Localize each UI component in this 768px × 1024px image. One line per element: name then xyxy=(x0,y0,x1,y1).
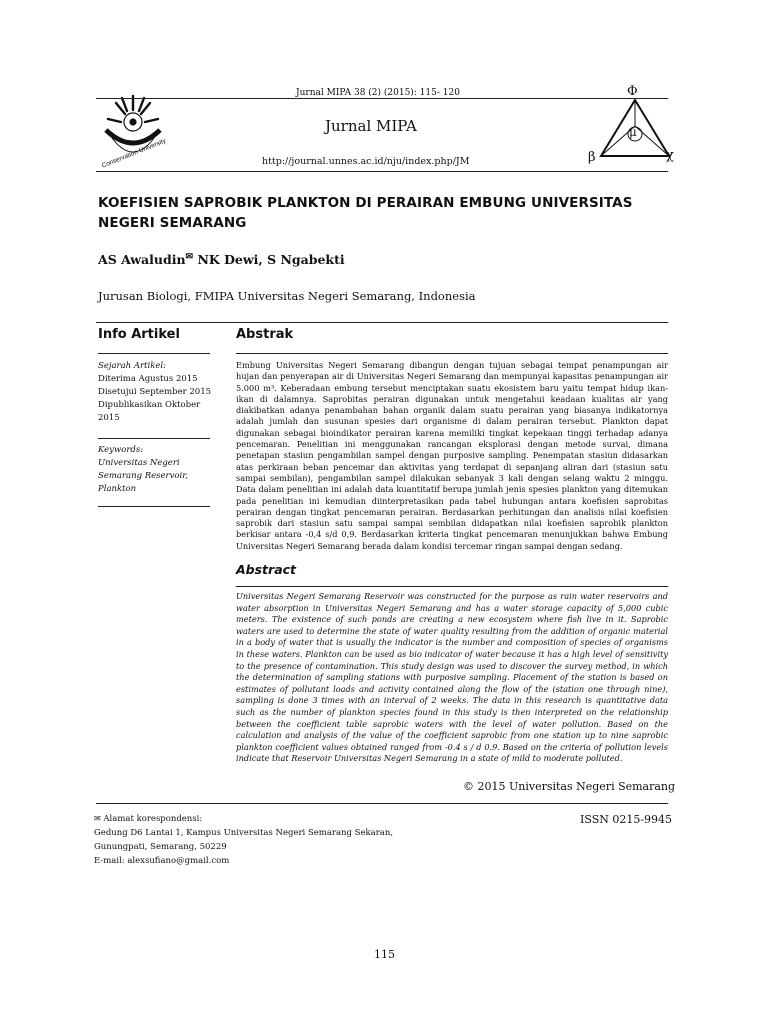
header-top-rule xyxy=(96,98,668,99)
keywords xyxy=(98,444,218,496)
address-line: Gunungpati, Semarang, 50229 xyxy=(94,842,227,852)
abstrak-rule xyxy=(236,353,668,354)
issn: ISSN 0215-9945 xyxy=(580,813,673,826)
journal-reference: Jurnal MIPA 38 (2) (2015): 115- 120 xyxy=(296,88,460,98)
email-line: E-mail: alexsufiano@gmail.com xyxy=(94,856,230,866)
abstrak-heading: Abstrak xyxy=(236,327,294,342)
journal-logo xyxy=(588,84,678,168)
info-rule-2 xyxy=(98,438,210,439)
abstract-heading: Abstract xyxy=(236,562,297,577)
journal-name: Jurnal MIPA xyxy=(325,117,417,135)
received-date: Diterima Agustus 2015 xyxy=(98,374,198,384)
abstrak-text: Embung Universitas Negeri Semarang dibangun dengan tujuan sebagai tempat penampungan air hujan dan penyerapan air di Universitas Negeri Semarang dan mempunyai kapasitas penampungan air 5.000 m³. Keberadaan embung tersebut menciptakan suatu ekosistem baru yaitu tempat hidup ikan-ikan di dalamnya. Saprobitas perairan digunakan untuk mengetahui keadaan kualitas air yang diakibatkan adanya penambahan bahan organik dalam suatu perairan yang biasanya indikatornya adalah jumlah dan susunan spesies dari organisme di dalam perairan tersebut. Plankton dapat digunakan sebagai bioindikator perairan karena memiliki tingkat kepekaan tinggi terhadap adanya pencemaran. Penelitian ini menggunakan rancangan eksplorasi dengan metode survai, dimana penetapan stasiun pengambilan sampel dengan purposive sampling. Penempatan stasiun didasarkan atas perkiraan beban pencemar dan aktivitas yang terdapat di sepanjang aliran dari (stasiun satu sampai sembilan), pengambilan sampel dilakukan sebanyak 3 kali dengan selang waktu 2 minggu. Data dalam penelitian ini adalah data kuantitatif berupa jumlah jenis spesies plankton yang ditemukan pada penelitian ini kemudian diinterpretasikan pada tabel hubungan antara koefisien saprobitas perairan dengan tingkat pencemaran perairan. Berdasarkan perhitungan dan analisis nilai koefisien saprobik dari stasiun satu sampai sampai sembilan didapatkan nilai koefisien saprobik plankton berkisar antara -0,4 s/d 0,9. Berdasarkan kriteria tingkat pencemaran menunjukkan bahwa Embung Universitas Negeri Semarang berada dalam kondisi tercemar ringan sampai dengan sedang. xyxy=(236,360,668,551)
page-number: 115 xyxy=(374,948,395,961)
correspondence xyxy=(94,812,454,868)
keyword-item: Semarang Reservoir, xyxy=(98,471,189,481)
authors xyxy=(98,252,345,267)
abstract-rule xyxy=(236,586,668,587)
published-date: Dipublikasikan Oktober 2015 xyxy=(98,400,201,423)
beta-symbol: β xyxy=(588,150,596,165)
history-label: Sejarah Artikel: xyxy=(98,361,166,371)
keyword-item: Universitas Negeri xyxy=(98,458,180,468)
info-artikel-heading: Info Artikel xyxy=(98,327,180,342)
abstract-text: Universitas Negeri Semarang Reservoir was constructed for the purpose as rain water reservoirs and water absorption in Universitas Negeri Semarang and has a water storage capacity of 5,000 cubic meters. The existence of such ponds are creating a new ecosystem where fish live in it. Saprobic waters are used to determine the state of water quality resulting from the addition of organic material in a body of water that is usually the indicator is the number and composition of species of organisms in these waters. Plankton can be used as bio indicator of water because it has a high level of sensitivity to the presence of contamination. This study design was used to discover the survey method, in which the determination of sampling stations with purposive sampling. Placement of the station is based on estimates of pollutant loads and activity contained along the flow of the (station one through nine), sampling is done 3 times with an interval of 2 weeks. The data in this research is quantitative data such as the number of plankton species found in this study is then interpreted on the relationship between the coefficient table saprobic waters with the level of water pollution. Based on the calculation and analysis of the value of the coefficient saprobic from one station up to nine saprobic plankton coefficient values obtained ranged from -0.4 s / d 0.9. Based on the criteria of pollution levels indicate that Reservoir Universitas Negeri Semarang in a state of mild to moderate polluted. xyxy=(236,591,668,764)
journal-url[interactable]: http://journal.unnes.ac.id/nju/index.php/JM xyxy=(262,156,470,167)
keywords-label: Keywords: xyxy=(98,445,144,455)
first-author: AS Awaludin xyxy=(98,252,186,268)
mu-symbol: μ xyxy=(629,125,637,139)
header-bottom-rule xyxy=(96,171,668,172)
logo-text: Conservation University xyxy=(100,137,168,170)
info-rule-3 xyxy=(98,506,210,507)
chi-symbol: χ xyxy=(666,148,674,163)
section-rule xyxy=(96,322,668,323)
correspondence-label: Alamat korespondensi: xyxy=(103,814,203,824)
info-rule-1 xyxy=(98,353,210,354)
envelope-icon: ✉ xyxy=(94,814,101,823)
article-history xyxy=(98,360,218,425)
other-authors: NK Dewi, S Ngabekti xyxy=(193,252,345,268)
article-title: KOEFISIEN SAPROBIK PLANKTON DI PERAIRAN EMBUNG UNIVERSITAS NEGERI SEMARANG xyxy=(98,195,633,231)
copyright: © 2015 Universitas Negeri Semarang xyxy=(463,780,676,793)
envelope-icon: ✉ xyxy=(185,252,194,262)
phi-symbol: Φ xyxy=(627,84,638,99)
address-line: Gedung D6 Lantai 1, Kampus Universitas Negeri Semarang Sekaran, xyxy=(94,828,394,838)
footer-rule xyxy=(96,803,668,804)
keyword-item: Plankton xyxy=(98,484,137,494)
affiliation: Jurusan Biologi, FMIPA Universitas Negeri Semarang, Indonesia xyxy=(98,289,476,303)
approved-date: Disetujui September 2015 xyxy=(98,387,212,397)
